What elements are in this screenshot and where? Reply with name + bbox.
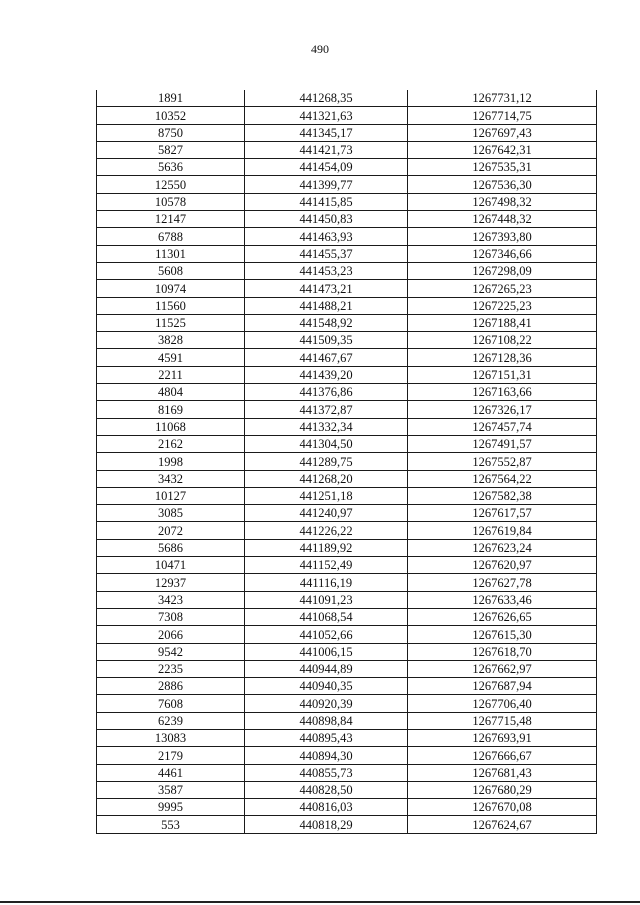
table-row: [97, 228, 597, 245]
point-number-cell: 2235: [97, 660, 245, 677]
x-coordinate-cell: 441488,21: [245, 297, 408, 314]
x-coordinate-cell: 441463,93: [245, 228, 408, 245]
x-coordinate-cell: 440944,89: [245, 660, 408, 677]
x-coordinate-cell: 441450,83: [245, 211, 408, 228]
point-number-cell: 553: [97, 816, 245, 833]
x-coordinate-cell: 441399,77: [245, 176, 408, 193]
point-number-cell: 5827: [97, 141, 245, 158]
x-coordinate-cell: 441289,75: [245, 453, 408, 470]
x-coordinate-cell: 441268,20: [245, 470, 408, 487]
table-row: [97, 470, 597, 487]
point-number-cell: 3828: [97, 332, 245, 349]
point-number-cell: 7608: [97, 695, 245, 712]
table-body: [97, 90, 597, 833]
point-number-cell: 8169: [97, 401, 245, 418]
x-coordinate-cell: 441548,92: [245, 314, 408, 331]
table-row: [97, 159, 597, 176]
y-coordinate-cell: 1267163,66: [408, 384, 597, 401]
point-number-cell: 2886: [97, 678, 245, 695]
point-number-cell: 11525: [97, 314, 245, 331]
point-number-cell: 12550: [97, 176, 245, 193]
table-row: [97, 366, 597, 383]
y-coordinate-cell: 1267552,87: [408, 453, 597, 470]
y-coordinate-cell: 1267225,23: [408, 297, 597, 314]
y-coordinate-cell: 1267346,66: [408, 245, 597, 262]
table-row: [97, 574, 597, 591]
x-coordinate-cell: 440855,73: [245, 764, 408, 781]
x-coordinate-cell: 440940,35: [245, 678, 408, 695]
table-row: [97, 280, 597, 297]
point-number-cell: 3085: [97, 505, 245, 522]
point-number-cell: 5608: [97, 262, 245, 279]
point-number-cell: 11560: [97, 297, 245, 314]
point-number-cell: 8750: [97, 124, 245, 141]
point-number-cell: 10352: [97, 107, 245, 124]
point-number-cell: 2179: [97, 747, 245, 764]
y-coordinate-cell: 1267662,97: [408, 660, 597, 677]
point-number-cell: 12147: [97, 211, 245, 228]
x-coordinate-cell: 441332,34: [245, 418, 408, 435]
x-coordinate-cell: 441189,92: [245, 539, 408, 556]
y-coordinate-cell: 1267623,24: [408, 539, 597, 556]
point-number-cell: 11301: [97, 245, 245, 262]
point-number-cell: 1891: [97, 90, 245, 107]
x-coordinate-cell: 441421,73: [245, 141, 408, 158]
table-row: [97, 522, 597, 539]
y-coordinate-cell: 1267693,91: [408, 729, 597, 746]
point-number-cell: 7308: [97, 608, 245, 625]
x-coordinate-cell: 441415,85: [245, 193, 408, 210]
y-coordinate-cell: 1267620,97: [408, 557, 597, 574]
y-coordinate-cell: 1267298,09: [408, 262, 597, 279]
y-coordinate-cell: 1267498,32: [408, 193, 597, 210]
page-number: 490: [311, 42, 329, 56]
x-coordinate-cell: 441251,18: [245, 487, 408, 504]
y-coordinate-cell: 1267582,38: [408, 487, 597, 504]
x-coordinate-cell: 441509,35: [245, 332, 408, 349]
x-coordinate-cell: 441068,54: [245, 608, 408, 625]
y-coordinate-cell: 1267393,80: [408, 228, 597, 245]
point-number-cell: 5686: [97, 539, 245, 556]
x-coordinate-cell: 441052,66: [245, 626, 408, 643]
x-coordinate-cell: 441473,21: [245, 280, 408, 297]
table-row: [97, 695, 597, 712]
table-row: [97, 487, 597, 504]
table-row: [97, 193, 597, 210]
point-number-cell: 1998: [97, 453, 245, 470]
x-coordinate-cell: 441304,50: [245, 435, 408, 452]
x-coordinate-cell: 440818,29: [245, 816, 408, 833]
y-coordinate-cell: 1267535,31: [408, 159, 597, 176]
point-number-cell: 2211: [97, 366, 245, 383]
point-number-cell: 6239: [97, 712, 245, 729]
y-coordinate-cell: 1267706,40: [408, 695, 597, 712]
y-coordinate-cell: 1267731,12: [408, 90, 597, 107]
point-number-cell: 10974: [97, 280, 245, 297]
table-row: [97, 539, 597, 556]
x-coordinate-cell: 440894,30: [245, 747, 408, 764]
table-row: [97, 176, 597, 193]
table-row: [97, 297, 597, 314]
y-coordinate-cell: 1267188,41: [408, 314, 597, 331]
table-row: [97, 557, 597, 574]
y-coordinate-cell: 1267564,22: [408, 470, 597, 487]
table-row: [97, 245, 597, 262]
y-coordinate-cell: 1267624,67: [408, 816, 597, 833]
table-row: [97, 781, 597, 798]
table-row: [97, 591, 597, 608]
y-coordinate-cell: 1267687,94: [408, 678, 597, 695]
y-coordinate-cell: 1267715,48: [408, 712, 597, 729]
x-coordinate-cell: 441006,15: [245, 643, 408, 660]
table-row: [97, 141, 597, 158]
y-coordinate-cell: 1267633,46: [408, 591, 597, 608]
y-coordinate-cell: 1267615,30: [408, 626, 597, 643]
point-number-cell: 3432: [97, 470, 245, 487]
y-coordinate-cell: 1267151,31: [408, 366, 597, 383]
y-coordinate-cell: 1267265,23: [408, 280, 597, 297]
x-coordinate-cell: 441439,20: [245, 366, 408, 383]
y-coordinate-cell: 1267491,57: [408, 435, 597, 452]
table-row: [97, 90, 597, 107]
y-coordinate-cell: 1267536,30: [408, 176, 597, 193]
table-row: [97, 384, 597, 401]
table-row: [97, 332, 597, 349]
table-row: [97, 349, 597, 366]
point-number-cell: 5636: [97, 159, 245, 176]
table-row: [97, 660, 597, 677]
table-row: [97, 729, 597, 746]
point-number-cell: 3423: [97, 591, 245, 608]
x-coordinate-cell: 441454,09: [245, 159, 408, 176]
x-coordinate-cell: 441455,37: [245, 245, 408, 262]
y-coordinate-cell: 1267128,36: [408, 349, 597, 366]
y-coordinate-cell: 1267617,57: [408, 505, 597, 522]
point-number-cell: 2162: [97, 435, 245, 452]
x-coordinate-cell: 440895,43: [245, 729, 408, 746]
table-row: [97, 643, 597, 660]
y-coordinate-cell: 1267108,22: [408, 332, 597, 349]
point-number-cell: 4804: [97, 384, 245, 401]
x-coordinate-cell: 441467,67: [245, 349, 408, 366]
y-coordinate-cell: 1267627,78: [408, 574, 597, 591]
table-row: [97, 764, 597, 781]
x-coordinate-cell: 441376,86: [245, 384, 408, 401]
point-number-cell: 12937: [97, 574, 245, 591]
y-coordinate-cell: 1267618,70: [408, 643, 597, 660]
x-coordinate-cell: 441453,23: [245, 262, 408, 279]
table-row: [97, 799, 597, 816]
y-coordinate-cell: 1267680,29: [408, 781, 597, 798]
point-number-cell: 10127: [97, 487, 245, 504]
point-number-cell: 2066: [97, 626, 245, 643]
table-row: [97, 401, 597, 418]
y-coordinate-cell: 1267448,32: [408, 211, 597, 228]
table-row: [97, 712, 597, 729]
table-row: [97, 107, 597, 124]
x-coordinate-cell: 441116,19: [245, 574, 408, 591]
table-row: [97, 435, 597, 452]
x-coordinate-cell: 441345,17: [245, 124, 408, 141]
table-row: [97, 505, 597, 522]
x-coordinate-cell: 441226,22: [245, 522, 408, 539]
y-coordinate-cell: 1267457,74: [408, 418, 597, 435]
point-number-cell: 9542: [97, 643, 245, 660]
x-coordinate-cell: 440828,50: [245, 781, 408, 798]
x-coordinate-cell: 441240,97: [245, 505, 408, 522]
y-coordinate-cell: 1267681,43: [408, 764, 597, 781]
y-coordinate-cell: 1267626,65: [408, 608, 597, 625]
point-number-cell: 10471: [97, 557, 245, 574]
x-coordinate-cell: 441372,87: [245, 401, 408, 418]
table-row: [97, 124, 597, 141]
point-number-cell: 11068: [97, 418, 245, 435]
y-coordinate-cell: 1267642,31: [408, 141, 597, 158]
point-number-cell: 4591: [97, 349, 245, 366]
point-number-cell: 13083: [97, 729, 245, 746]
table-row: [97, 747, 597, 764]
x-coordinate-cell: 440920,39: [245, 695, 408, 712]
table-row: [97, 453, 597, 470]
table-row: [97, 816, 597, 833]
x-coordinate-cell: 441091,23: [245, 591, 408, 608]
table-row: [97, 608, 597, 625]
point-number-cell: 6788: [97, 228, 245, 245]
point-number-cell: 4461: [97, 764, 245, 781]
point-number-cell: 3587: [97, 781, 245, 798]
x-coordinate-cell: 441152,49: [245, 557, 408, 574]
table-row: [97, 678, 597, 695]
point-number-cell: 2072: [97, 522, 245, 539]
bottom-rule: [0, 901, 640, 903]
y-coordinate-cell: 1267697,43: [408, 124, 597, 141]
y-coordinate-cell: 1267670,08: [408, 799, 597, 816]
x-coordinate-cell: 441268,35: [245, 90, 408, 107]
table-row: [97, 262, 597, 279]
table-row: [97, 418, 597, 435]
y-coordinate-cell: 1267326,17: [408, 401, 597, 418]
point-number-cell: 9995: [97, 799, 245, 816]
point-number-cell: 10578: [97, 193, 245, 210]
y-coordinate-cell: 1267619,84: [408, 522, 597, 539]
table-row: [97, 626, 597, 643]
y-coordinate-cell: 1267714,75: [408, 107, 597, 124]
x-coordinate-cell: 441321,63: [245, 107, 408, 124]
y-coordinate-cell: 1267666,67: [408, 747, 597, 764]
table-row: [97, 314, 597, 331]
coordinates-table: [96, 90, 597, 834]
table-row: [97, 211, 597, 228]
x-coordinate-cell: 440816,03: [245, 799, 408, 816]
x-coordinate-cell: 440898,84: [245, 712, 408, 729]
